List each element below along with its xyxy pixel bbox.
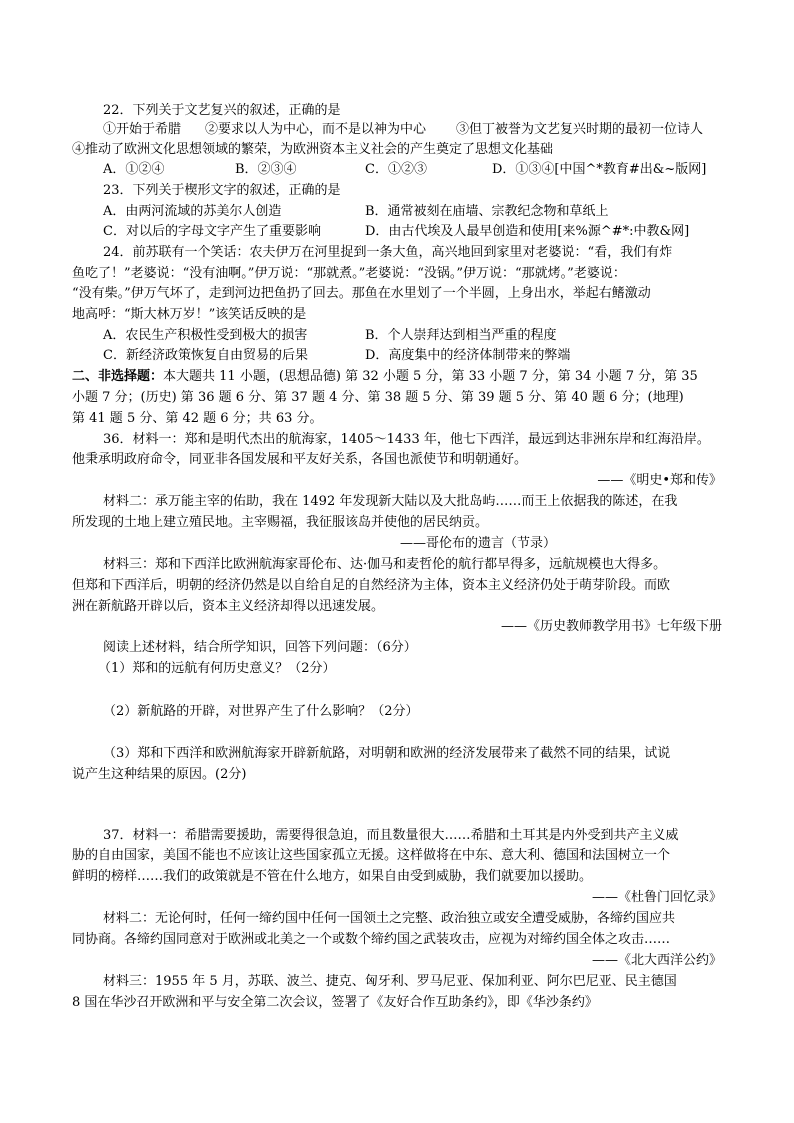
section2-title: 二、非选择题： <box>72 369 164 384</box>
q37-material3-line-2: 8 国在华沙召开欧洲和平与安全第二次会议，签署了《友好合作互助条约》，即《华沙条约》 <box>72 995 598 1010</box>
q37-material3-line-1: 材料三：1955 年 5 月，苏联、波兰、捷克、匈牙利、罗马尼亚、保加利亚、阿尔巴尼亚、民主德国 <box>103 974 677 989</box>
q24-option-a: A．农民生产积极性受到极大的损害 <box>103 328 308 343</box>
q36-material3-source: ——《历史教师教学用书》七年级下册 <box>500 619 722 634</box>
q24-option-b: B．个人崇拜达到相当严重的程度 <box>365 328 557 343</box>
q23-option-a: A．由两河流域的苏美尔人创造 <box>103 204 282 219</box>
q36-material2-source: ——哥伦布的遗言（节录） <box>399 536 556 551</box>
q37-material1-source: ——《杜鲁门回忆录》 <box>591 890 722 905</box>
q37-material2-source: ——《北大西洋公约》 <box>591 953 722 968</box>
q36-material2-line-2: 所发现的土地上建立殖民地。主宰赐福，我征服该岛并使他的居民纳贡。 <box>72 515 489 530</box>
q36-material3-line-3: 洲在新航路开辟以后，资本主义经济却得以迅速发展。 <box>72 599 385 614</box>
q22-option-a: A．①②④ <box>103 162 165 177</box>
q24-line-2: 鱼吃了！”老婆说：“没有油啊。”伊万说：“那就煮。”老婆说：“没锅。”伊万说：“那就烤。”老婆说： <box>72 266 626 281</box>
q36-prompt: 阅读上述材料，结合所学知识，回答下列问题：（6分） <box>103 640 417 655</box>
q22-statement-2: ②要求以人为中心，而不是以神为中心 <box>205 122 427 137</box>
q23-stem: 23．下列关于楔形文字的叙述，正确的是 <box>103 183 341 198</box>
q37-material1-line-1: 37．材料一：希腊需要援助，需要得很急迫，而且数量很大……希腊和土耳其是内外受到共产主义威 <box>103 828 679 843</box>
q22-option-c: C．①②③ <box>365 162 427 177</box>
q36-subquestion-3-line-2: 说产生这种结果的原因。(2分) <box>72 767 247 782</box>
q37-material1-line-3: 鲜明的榜样……我们的政策就是不管在什么地方，如果自由受到威胁，我们就要加以援助。 <box>72 869 593 884</box>
q37-material2-line-2: 同协商。各缔约国同意对于欧洲或北美之一个或数个缔约国之武装攻击，应视为对缔约国全体之攻击…… <box>72 932 671 947</box>
q36-material3-line-1: 材料三：郑和下西洋比欧洲航海家哥伦布、达·伽马和麦哲伦的航行都早得多，远航规模也大得多。 <box>103 557 667 572</box>
q36-material1-line-2: 他秉承明政府命令，同亚非各国发展和平友好关系，各国也派使节和明朝通好。 <box>72 452 528 467</box>
q23-option-c: C．对以后的字母文字产生了重要影响 <box>103 224 321 239</box>
q22-option-d: D．①③④[中国^*教育#出&~版网] <box>492 162 707 177</box>
q36-material1-line-1: 36．材料一：郑和是明代杰出的航海家，1405～1433 年，他七下西洋，最远到达非洲东岸和红海沿岸。 <box>103 432 710 447</box>
q24-option-d: D．高度集中的经济体制带来的弊端 <box>365 348 571 363</box>
section2-heading <box>72 369 698 385</box>
q36-subquestion-1: （1）郑和的远航有何历史意义？（2分） <box>98 661 336 676</box>
q22-stem: 22．下列关于文艺复兴的叙述，正确的是 <box>103 103 341 118</box>
q37-material2-line-1: 材料二：无论何时，任何一缔约国中任何一国领土之完整、政治独立或安全遭受威胁，各缔约国应共 <box>103 911 676 926</box>
q37-material1-line-2: 胁的自由国家，美国不能也不应该让这些国家孤立无援。这样做将在中东、意大利、德国和法国树立一个 <box>72 848 671 863</box>
q36-material3-line-2: 但郑和下西洋后，明朝的经济仍然是以自给自足的自然经济为主体，资本主义经济仍处于萌芽阶段。而欧 <box>72 578 671 593</box>
q23-option-b: B．通常被刻在庙墙、宗教纪念物和草纸上 <box>365 204 609 219</box>
q24-option-c: C．新经济政策恢复自由贸易的后果 <box>103 348 308 363</box>
q24-line-1: 24．前苏联有一个笑话：农夫伊万在河里捉到一条大鱼，高兴地回到家里对老婆说：“看，我们有炸 <box>103 245 673 260</box>
q36-material1-source: ——《明史•郑和传》 <box>597 473 722 488</box>
q22-statement-1: ①开始于希腊 <box>103 122 182 137</box>
q36-subquestion-3-line-1: （3）郑和下西洋和欧洲航海家开辟新航路，对明朝和欧洲的经济发展带来了截然不同的结果，试说 <box>103 746 671 761</box>
q23-option-d: D．由古代埃及人最早创造和使用[来%源^#*:中教&网] <box>365 224 690 239</box>
q22-statement-4: ④推动了欧洲文化思想领域的繁荣，为欧洲资本主义社会的产生奠定了思想文化基础 <box>72 142 554 157</box>
q22-statement-3: ③但丁被誉为文艺复兴时期的最初一位诗人 <box>456 122 704 137</box>
q24-line-3: “没有柴。”伊万气坏了，走到河边把鱼扔了回去。那鱼在水里划了一个半圆，上身出水，举起右鳍激动 <box>72 286 651 301</box>
q24-line-4: 地高呼：“斯大林万岁！”该笑话反映的是 <box>72 307 307 322</box>
section2-intro-2: 小题 7 分；(历史) 第 36 题 6 分、第 37 题 4 分、第 38 题 5 分、第 39 题 5 分、第 40 题 6 分；(地理) <box>72 390 684 405</box>
q36-subquestion-2: （2）新航路的开辟，对世界产生了什么影响？（2分） <box>103 704 419 719</box>
section2-intro-1: 本大题共 11 小题，(思想品德) 第 32 小题 5 分，第 33 小题 7 分，第 34 小题 7 分，第 35 <box>163 369 698 384</box>
section2-intro-3: 第 41 题 5 分、第 42 题 6 分；共 63 分。 <box>72 411 323 426</box>
q36-material2-line-1: 材料二：承万能主宰的佑助，我在 1492 年发现新大陆以及大批岛屿……而王上依据我的陈述，在我 <box>103 494 678 509</box>
q22-option-b: B．②③④ <box>235 162 297 177</box>
